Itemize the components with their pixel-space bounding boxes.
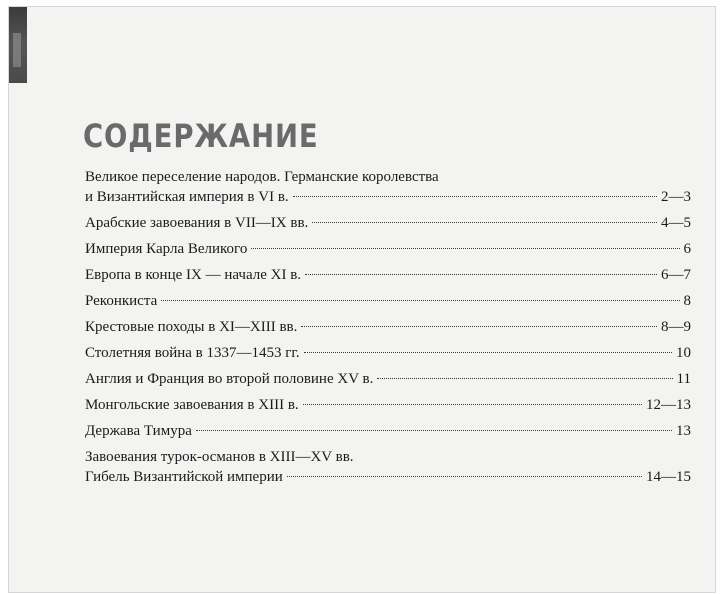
toc-entry-pages: 8 xyxy=(683,293,691,309)
toc-entry xyxy=(85,239,691,259)
dot-leader xyxy=(303,404,642,405)
toc-entry xyxy=(85,395,691,415)
toc-entry-title: Европа в конце IX — начале XI в. xyxy=(85,267,302,283)
toc-entry xyxy=(85,369,691,389)
toc-entry-title: Столетняя война в 1337—1453 гг. xyxy=(85,345,300,361)
toc-entry-pages: 11 xyxy=(676,371,691,387)
toc-entry xyxy=(85,213,691,233)
toc-entry-title: Крестовые походы в XI—XIII вв. xyxy=(85,319,298,335)
dot-leader xyxy=(251,248,679,249)
dot-leader xyxy=(196,430,672,431)
toc-entry-pages: 10 xyxy=(676,345,691,361)
dot-leader xyxy=(305,274,657,275)
toc-entry-pages: 14—15 xyxy=(646,469,691,485)
toc-entry-title: Империя Карла Великого xyxy=(85,241,248,257)
toc-entry xyxy=(85,343,691,363)
toc-entry-pages: 6 xyxy=(683,241,691,257)
table-of-contents xyxy=(85,167,691,493)
dot-leader xyxy=(293,196,657,197)
toc-entry xyxy=(85,447,691,487)
toc-entry-pages: 12—13 xyxy=(646,397,691,413)
toc-entry-pages: 8—9 xyxy=(661,319,691,335)
corner-photo-strip xyxy=(9,7,27,83)
toc-entry-title: Монгольские завоевания в XIII в. xyxy=(85,397,299,413)
dot-leader xyxy=(377,378,672,379)
toc-entry-title: Гибель Византийской империи xyxy=(85,469,283,485)
toc-entry-pages: 2—3 xyxy=(661,189,691,205)
toc-entry-first-line: Великое переселение народов. Германские королевства xyxy=(85,169,439,185)
toc-entry-title: и Византийская империя в VI в. xyxy=(85,189,289,205)
toc-entry-pages: 4—5 xyxy=(661,215,691,231)
toc-entry xyxy=(85,167,691,207)
toc-entry-pages: 6—7 xyxy=(661,267,691,283)
dot-leader xyxy=(287,476,642,477)
dot-leader xyxy=(304,352,672,353)
toc-entry xyxy=(85,317,691,337)
page-title: СОДЕРЖАНИЕ xyxy=(83,117,319,155)
toc-entry xyxy=(85,291,691,311)
page xyxy=(8,6,716,593)
toc-entry-title: Реконкиста xyxy=(85,293,158,309)
dot-leader xyxy=(161,300,679,301)
toc-entry-title: Англия и Франция во второй половине XV в. xyxy=(85,371,374,387)
toc-entry xyxy=(85,265,691,285)
toc-entry-title: Держава Тимура xyxy=(85,423,192,439)
toc-entry-pages: 13 xyxy=(676,423,691,439)
dot-leader xyxy=(301,326,657,327)
toc-entry-first-line: Завоевания турок-османов в XIII—XV вв. xyxy=(85,449,354,465)
dot-leader xyxy=(312,222,657,223)
toc-entry-title: Арабские завоевания в VII—IX вв. xyxy=(85,215,309,231)
toc-entry xyxy=(85,421,691,441)
